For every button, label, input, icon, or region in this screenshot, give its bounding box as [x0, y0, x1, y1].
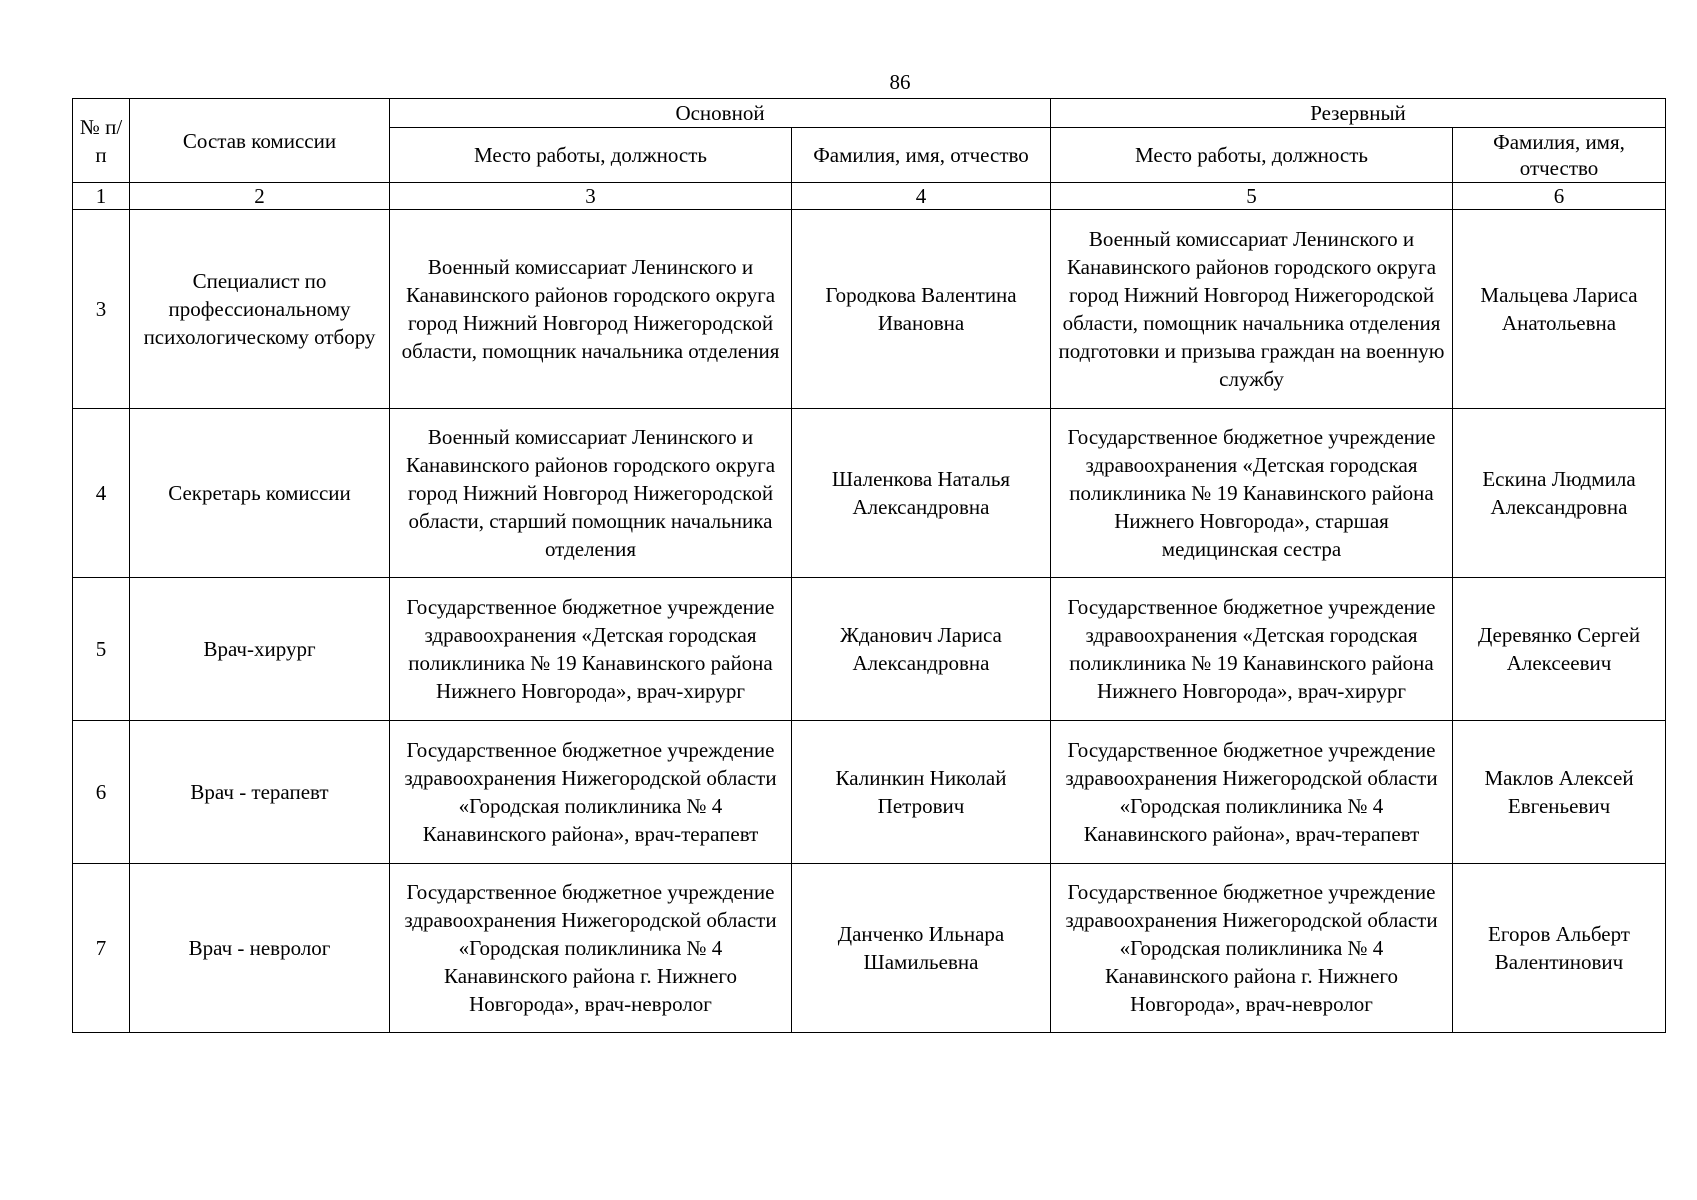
row-role: Специалист по профессиональному психологическому отбору	[130, 210, 390, 409]
row-reserve-workplace: Государственное бюджетное учреждение здравоохранения «Детская городская поликлиника № 19 Канавинского района Нижнего Новгорода», врач-хирург	[1051, 578, 1453, 721]
header-main-workplace: Место работы, должность	[390, 128, 792, 183]
row-num: 3	[73, 210, 130, 409]
row-role: Врач - невролог	[130, 864, 390, 1033]
column-number: 1	[73, 183, 130, 210]
column-number: 5	[1051, 183, 1453, 210]
column-number: 4	[792, 183, 1051, 210]
row-reserve-workplace: Государственное бюджетное учреждение здравоохранения «Детская городская поликлиника № 19 Канавинского района Нижнего Новгорода», старшая медицинская сестра	[1051, 409, 1453, 578]
header-composition: Состав комиссии	[130, 99, 390, 183]
header-num: № п/п	[73, 99, 130, 183]
row-main-workplace: Военный комиссариат Ленинского и Канавинского районов городского округа город Нижний Новгород Нижегородской области, старший помощник начальника отделения	[390, 409, 792, 578]
table-row	[73, 864, 1666, 1033]
row-main-fio: Калинкин Николай Петрович	[792, 721, 1051, 864]
column-number: 6	[1453, 183, 1666, 210]
row-num: 6	[73, 721, 130, 864]
header-main-fio: Фамилия, имя, отчество	[792, 128, 1051, 183]
row-num: 5	[73, 578, 130, 721]
row-main-fio: Шаленкова Наталья Александровна	[792, 409, 1051, 578]
page-number: 86	[889, 70, 911, 94]
row-main-workplace: Военный комиссариат Ленинского и Канавинского районов городского округа город Нижний Новгород Нижегородской области, помощник начальника отделения	[390, 210, 792, 409]
header-row-numbers	[73, 183, 1666, 210]
column-number: 2	[130, 183, 390, 210]
table-row	[73, 578, 1666, 721]
row-main-fio: Данченко Ильнара Шамильевна	[792, 864, 1051, 1033]
table-row	[73, 409, 1666, 578]
commission-table	[72, 98, 1666, 1033]
row-main-fio: Городкова Валентина Ивановна	[792, 210, 1051, 409]
header-group-reserve: Резервный	[1051, 99, 1666, 128]
row-num: 7	[73, 864, 130, 1033]
row-reserve-fio: Ескина Людмила Александровна	[1453, 409, 1666, 578]
row-main-workplace: Государственное бюджетное учреждение здравоохранения Нижегородской области «Городская поликлиника № 4 Канавинского района г. Нижнего Новгорода», врач-невролог	[390, 864, 792, 1033]
row-role: Секретарь комиссии	[130, 409, 390, 578]
row-main-workplace: Государственное бюджетное учреждение здравоохранения «Детская городская поликлиника № 19 Канавинского района Нижнего Новгорода», врач-хирург	[390, 578, 792, 721]
column-number: 3	[390, 183, 792, 210]
header-reserve-workplace: Место работы, должность	[1051, 128, 1453, 183]
table-row	[73, 721, 1666, 864]
table-row	[73, 210, 1666, 409]
header-group-main: Основной	[390, 99, 1051, 128]
row-reserve-workplace: Государственное бюджетное учреждение здравоохранения Нижегородской области «Городская поликлиника № 4 Канавинского района», врач-терапевт	[1051, 721, 1453, 864]
header-row-groups	[73, 99, 1666, 128]
row-role: Врач-хирург	[130, 578, 390, 721]
row-reserve-fio: Егоров Альберт Валентинович	[1453, 864, 1666, 1033]
row-reserve-workplace: Военный комиссариат Ленинского и Канавинского районов городского округа город Нижний Новгород Нижегородской области, помощник начальника отделения подготовки и призыва граждан на военную службу	[1051, 210, 1453, 409]
row-reserve-workplace: Государственное бюджетное учреждение здравоохранения Нижегородской области «Городская поликлиника № 4 Канавинского района г. Нижнего Новгорода», врач-невролог	[1051, 864, 1453, 1033]
row-reserve-fio: Деревянко Сергей Алексеевич	[1453, 578, 1666, 721]
row-main-workplace: Государственное бюджетное учреждение здравоохранения Нижегородской области «Городская поликлиника № 4 Канавинского района», врач-терапевт	[390, 721, 792, 864]
header-reserve-fio: Фамилия, имя, отчество	[1453, 128, 1666, 183]
row-main-fio: Жданович Лариса Александровна	[792, 578, 1051, 721]
row-reserve-fio: Маклов Алексей Евгеньевич	[1453, 721, 1666, 864]
row-num: 4	[73, 409, 130, 578]
row-role: Врач - терапевт	[130, 721, 390, 864]
row-reserve-fio: Мальцева Лариса Анатольевна	[1453, 210, 1666, 409]
